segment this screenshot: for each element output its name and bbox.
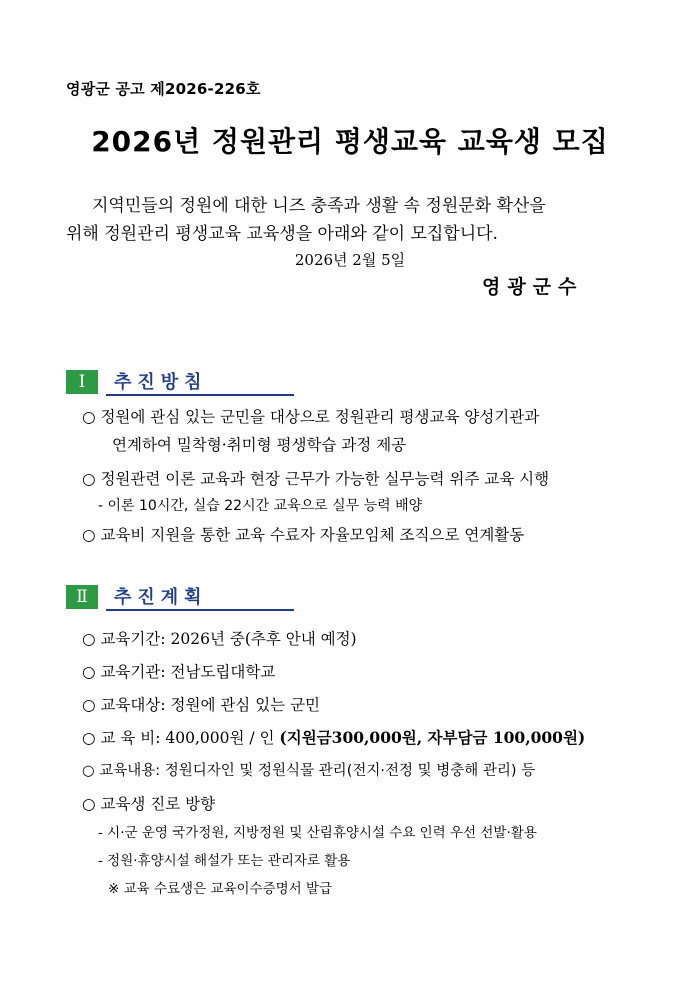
section-1-bullet-1-cont: 연계하여 밀착형·취미형 평생학습 과정 제공 [112,436,407,454]
education-target: ○ 교육대상: 정원에 관심 있는 군민 [82,696,321,714]
section-1-number: Ⅰ [66,370,98,394]
certificate-note: ※ 교육 수료생은 교육이수증명서 발급 [108,881,333,897]
section-1-bullet-2-sub: - 이론 10시간, 실습 22시간 교육으로 실무 능력 배양 [98,498,423,514]
career-sub-1: - 시·군 운영 국가정원, 지방정원 및 산림휴양시설 수요 인력 우선 선발·활용 [98,825,537,841]
education-fee [82,726,585,748]
notice-date: 2026년 2월 5일 [294,251,406,269]
career-sub-2: - 정원·휴양시설 해설가 또는 관리자로 활용 [98,853,351,869]
page-title: 2026년 정원관리 평생교육 교육생 모집 [91,125,609,158]
intro-line-2: 위해 정원관리 평생교육 교육생을 아래와 같이 모집합니다. [66,224,498,244]
notice-number: 영광군 공고 제2026-226호 [66,80,261,98]
signature: 영광군수 [482,276,584,298]
education-institution: ○ 교육기관: 전남도립대학교 [82,663,276,681]
education-fee-amount: ○ 교 육 비: 400,000원 / 인 [82,729,280,747]
section-2-number: Ⅱ [66,585,98,609]
education-fee-breakdown: (지원금300,000원, 자부담금 100,000원) [279,728,586,747]
section-2-title: 추진계획 [106,583,294,611]
section-1-title: 추진방침 [106,368,294,396]
intro-line-1: 지역민들의 정원에 대한 니즈 충족과 생활 속 정원문화 확산을 [92,196,546,216]
career-direction: ○ 교육생 진로 방향 [82,795,216,813]
section-1-bullet-1: ○ 정원에 관심 있는 군민을 대상으로 정원관리 평생교육 양성기관과 [82,408,540,426]
education-period: ○ 교육기간: 2026년 중(추후 안내 예정) [82,630,357,648]
education-content: ○ 교육내용: 정원디자인 및 정원식물 관리(전지·전정 및 병충해 관리) 등 [82,763,536,779]
section-1-bullet-3: ○ 교육비 지원을 통한 교육 수료자 자율모임체 조직으로 연계활동 [82,526,525,544]
section-1-bullet-2: ○ 정원관련 이론 교육과 현장 근무가 가능한 실무능력 위주 교육 시행 [82,470,550,488]
